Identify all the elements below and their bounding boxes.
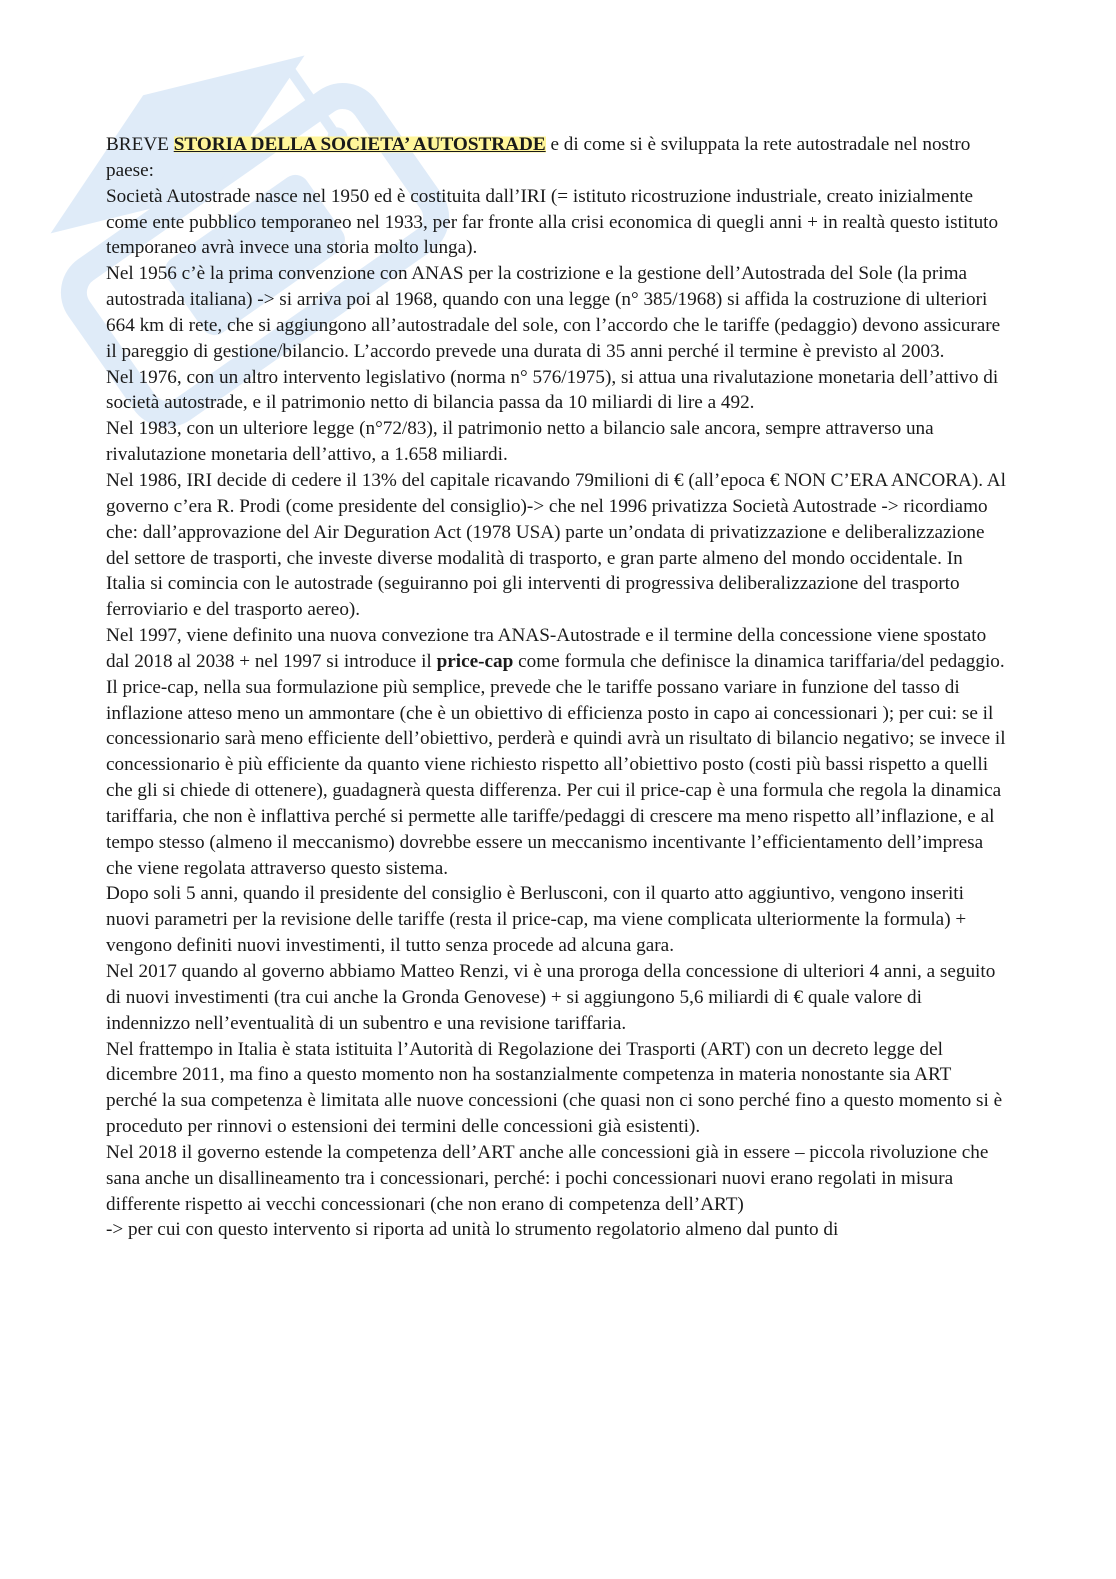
paragraph-1: Società Autostrade nasce nel 1950 ed è costituita dall’IRI (= istituto ricostruzione industriale, creato inizialmente come ente pubblico temporaneo nel 1933, per far fronte alla crisi economica di quegli anni + in realtà questo istituto temporaneo avrà invece una storia molto lunga). <box>106 185 999 259</box>
title-highlight: STORIA DELLA SOCIETA’ AUTOSTRADE <box>173 134 546 155</box>
document-title-paragraph <box>106 132 1006 184</box>
paragraph-11: Nel 2018 il governo estende la competenza dell’ART anche alle concessioni già in essere – piccola rivoluzione che sana anche un disallineamento tra i concessionari, perché: i pochi concessionari nuovi erano regolati in misura differente rispetto ai vecchi concessionari (che non erano di competenza dell’ART) <box>106 1141 989 1215</box>
title-prefix: BREVE <box>106 134 169 155</box>
title-suffix: e di come si è sviluppata la rete autostradale nel nostro paese: <box>106 134 971 181</box>
paragraph-9: Nel 2017 quando al governo abbiamo Matteo Renzi, vi è una proroga della concessione di ulteriori 4 anni, a seguito di nuovi investimenti (tra cui anche la Gronda Genovese) + si aggiungono 5,6 miliardi di € quale valore di indennizzo nell’eventualità di un subentro e una revisione tariffaria. <box>106 961 996 1034</box>
paragraph-2: Nel 1956 c’è la prima convenzione con ANAS per la costrizione e la gestione dell’Autostrada del Sole (la prima autostrada italiana) -> si arriva poi al 1968, quando con una legge (n° 385/1968) si affida la costruzione di ulteriori 664 km di rete, che si aggiungono all’autostradale del sole, con l’accordo che le tariffe (pedaggio) devono assicurare il pareggio di gestione/bilancio. L’accordo prevede una durata di 35 anni perché il termine è previsto al 2003. <box>106 263 1001 362</box>
paragraph-6-text-b: come formula che definisce la dinamica tariffaria/del pedaggio. <box>513 650 1005 672</box>
paragraph-7: Il price-cap, nella sua formulazione più semplice, prevede che le tariffe possano variare in funzione del tasso di inflazione atteso meno un ammontare (che è un obiettivo di efficienza posto in capo ai concessionari ); per cui: se il concessionario sarà meno efficiente dell’obiettivo, perderà e quindi avrà un risultato di bilancio negativo; se invece il concessionario è più efficiente da quanto viene richiesto rispetto all’obiettivo posto (costi più bassi rispetto a quelli che gli si chiede di ottenere), guadagnerà questa differenza. Per cui il price-cap è una formula che regola la dinamica tariffaria, che non è inflattiva perché si permette alle tariffe/pedaggi di crescere ma meno rispetto all’inflazione, e al tempo stesso (almeno il meccanismo) dovrebbe essere un meccanismo incentivante l’efficientamento dell’impresa che viene regolata attraverso questo sistema. <box>106 676 1006 879</box>
paragraph-10: Nel frattempo in Italia è stata istituita l’Autorità di Regolazione dei Trasporti (ART) con un decreto legge del dicembre 2011, ma fino a questo momento non ha sostanzialmente competenza in materia nonostante sia ART perché la sua competenza è limitata alle nuove concessioni (che quasi non ci sono perché fino a questo momento si è proceduto per rinnovi o estensioni dei termini delle concessioni già esistenti). <box>106 1038 1003 1138</box>
paragraph-12: -> per cui con questo intervento si riporta ad unità lo strumento regolatorio almeno dal punto di <box>106 1219 839 1241</box>
paragraph-5: Nel 1986, IRI decide di cedere il 13% del capitale ricavando 79milioni di € (all’epoca € NON C’ERA ANCORA). Al governo c’era R. Prodi (come presidente del consiglio)-> che nel 1996 privatizza Società Autostrade -> ricordiamo che: dall’approvazione del Air Deguration Act (1978 USA) parte un’ondata di privatizzazione e deliberalizzazione del settore de trasporti, che investe diverse modalità di trasporto, e gran parte almeno del mondo occidentale. In Italia si comincia con le autostrade (seguiranno poi gli interventi di progressiva deliberalizzazione del trasporto ferroviario e del trasporto aereo). <box>106 469 1006 621</box>
paragraph-8: Dopo soli 5 anni, quando il presidente del consiglio è Berlusconi, con il quarto atto aggiuntivo, vengono inseriti nuovi parametri per la revisione delle tariffe (resta il price-cap, ma viene complicata ulteriormente la formula) + vengono definiti nuovi investimenti, il tutto senza procede ad alcuna gara. <box>106 883 967 957</box>
price-cap-term: price-cap <box>436 650 514 672</box>
document-body <box>106 132 1006 1243</box>
paragraph-3: Nel 1976, con un altro intervento legislativo (norma n° 576/1975), si attua una rivalutazione monetaria dell’attivo di società autostrade, e il patrimonio netto di bilancia passa da 10 miliardi di lire a 492. <box>106 366 999 414</box>
paragraph-4: Nel 1983, con un ulteriore legge (n°72/83), il patrimonio netto a bilancio sale ancora, sempre attraverso una rivalutazione monetaria dell’attivo, a 1.658 miliardi. <box>106 418 934 466</box>
paragraph-6-text-a: Nel 1997, viene definito una nuova convezione tra ANAS-Autostrade e il termine della concessione viene spostato dal 2018 al 2038 + nel 1997 si introduce il <box>106 625 987 672</box>
paragraph-6 <box>106 623 1006 675</box>
